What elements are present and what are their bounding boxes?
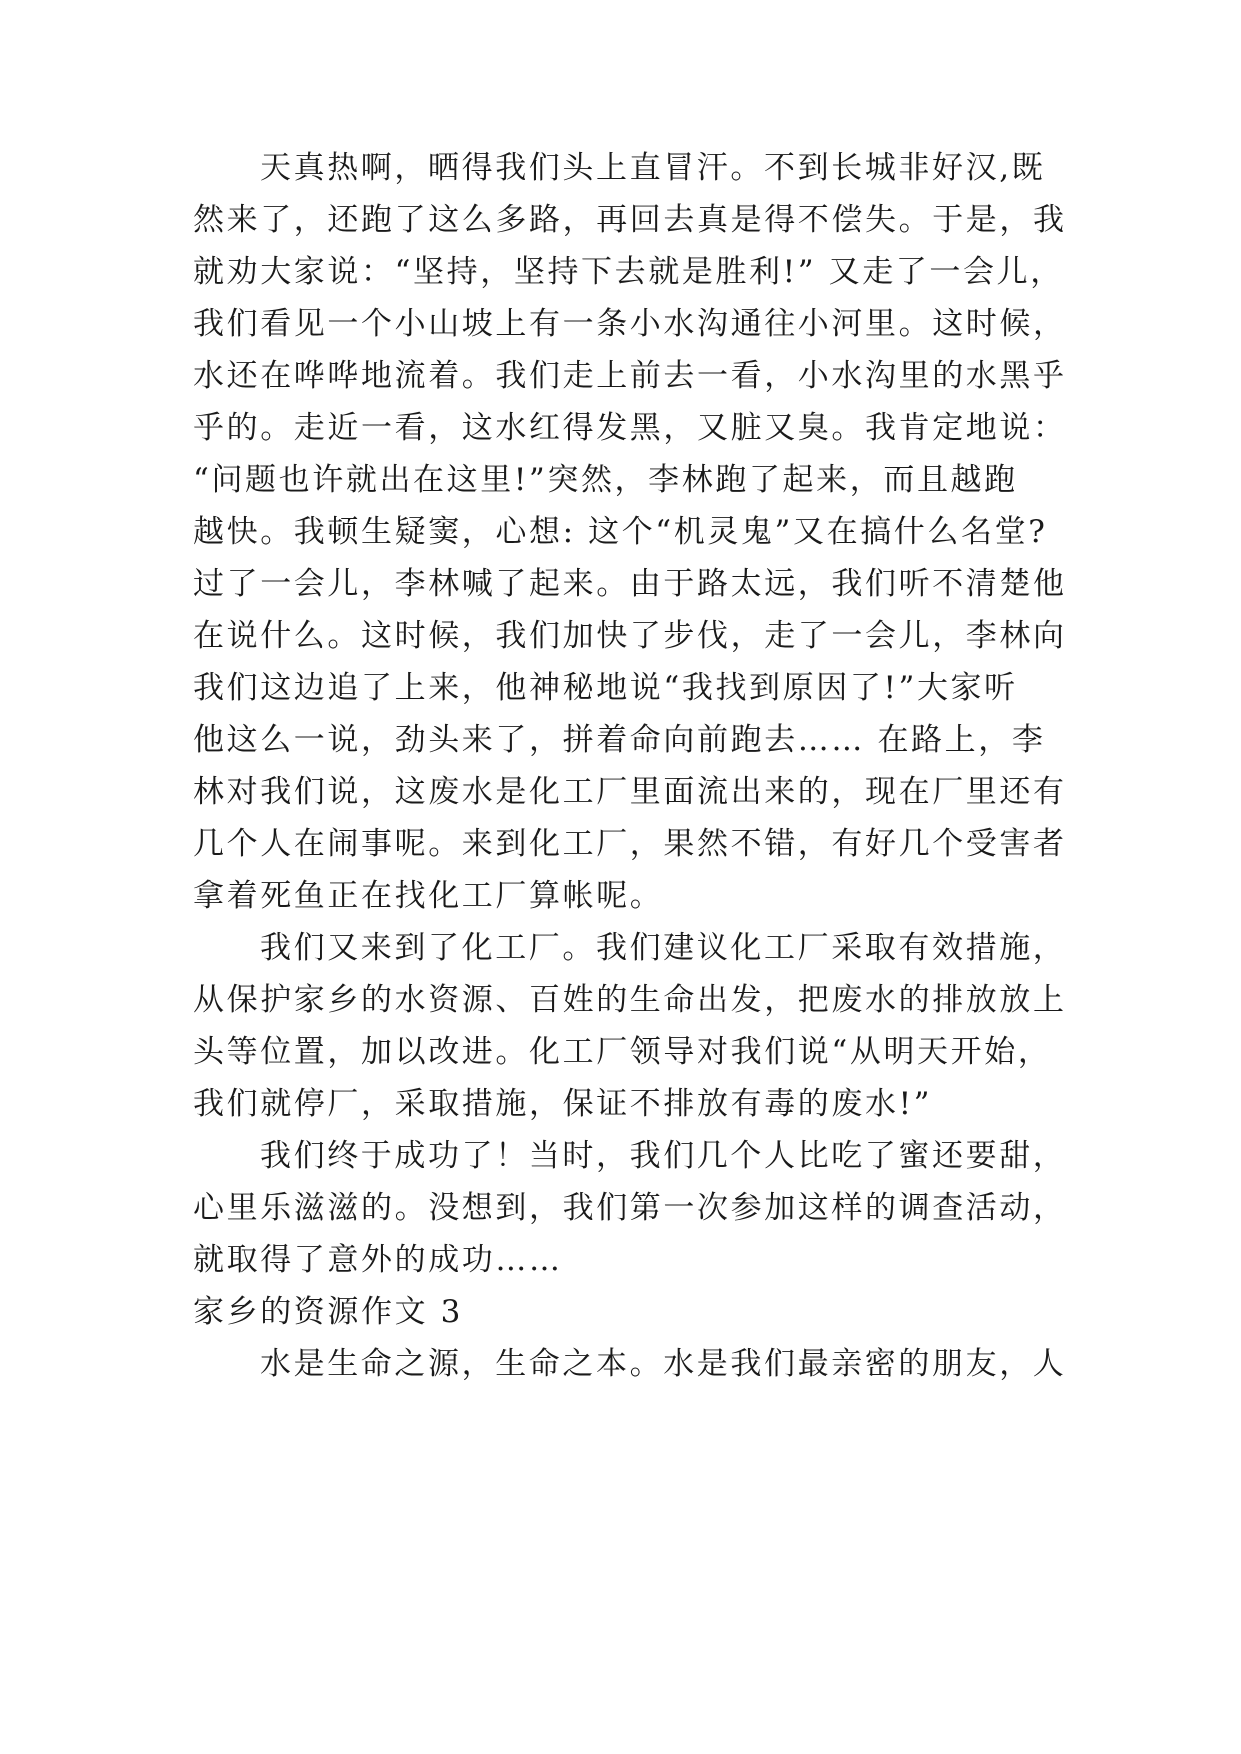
text-line: 在说什么。这时候，我们加快了步伐，走了一会儿，李林向 xyxy=(193,618,1067,654)
text-line: 拿着死鱼正在找化工厂算帐呢。 xyxy=(193,878,664,914)
text-line: 水还在哗哗地流着。我们走上前去一看，小水沟里的水黑乎 xyxy=(193,358,1067,394)
text-line: 就劝大家说：“坚持，坚持下去就是胜利!” 又走了一会儿， xyxy=(193,254,1064,290)
text-line: 我们看见一个小山坡上有一条小水沟通往小河里。这时候， xyxy=(193,306,1067,342)
text-line: “问题也许就出在这里!”突然，李林跑了起来，而且越跑 xyxy=(193,462,1018,498)
text-line: 我们就停厂，采取措施，保证不排放有毒的废水!” xyxy=(193,1086,933,1122)
text-line: 我们这边追了上来，他神秘地说“我找到原因了!”大家听 xyxy=(193,670,1018,706)
text-line: 乎的。走近一看，这水红得发黑，又脏又臭。我肯定地说： xyxy=(193,410,1067,446)
text-line: 他这么一说，劲头来了，拼着命向前跑去…… 在路上，李 xyxy=(193,722,1046,758)
text-line: 我们又来到了化工厂。我们建议化工厂采取有效措施， xyxy=(260,930,1067,966)
text-line: 心里乐滋滋的。没想到，我们第一次参加这样的调查活动， xyxy=(193,1190,1067,1226)
text-line: 几个人在闹事呢。来到化工厂，果然不错，有好几个受害者 xyxy=(193,826,1067,862)
text-line: 天真热啊，晒得我们头上直冒汗。不到长城非好汉,既 xyxy=(260,150,1046,186)
text-line: 水是生命之源，生命之本。水是我们最亲密的朋友，人 xyxy=(260,1346,1067,1382)
text-line: 从保护家乡的水资源、百姓的生命出发，把废水的排放放上 xyxy=(193,982,1067,1018)
text-line: 然来了，还跑了这么多路，再回去真是得不偿失。于是，我 xyxy=(193,202,1067,238)
section-heading: 家乡的资源作文 3 xyxy=(193,1294,463,1330)
text-line: 林对我们说，这废水是化工厂里面流出来的，现在厂里还有 xyxy=(193,774,1067,810)
text-line: 过了一会儿，李林喊了起来。由于路太远，我们听不清楚他 xyxy=(193,566,1067,602)
text-line: 就取得了意外的成功…… xyxy=(193,1242,563,1278)
text-line: 越快。我顿生疑窦，心想: 这个“机灵鬼”又在搞什么名堂? xyxy=(193,514,1048,550)
text-line: 头等位置，加以改进。化工厂领导对我们说“从明天开始， xyxy=(193,1034,1052,1070)
text-line: 我们终于成功了！当时，我们几个人比吃了蜜还要甜， xyxy=(260,1138,1067,1174)
